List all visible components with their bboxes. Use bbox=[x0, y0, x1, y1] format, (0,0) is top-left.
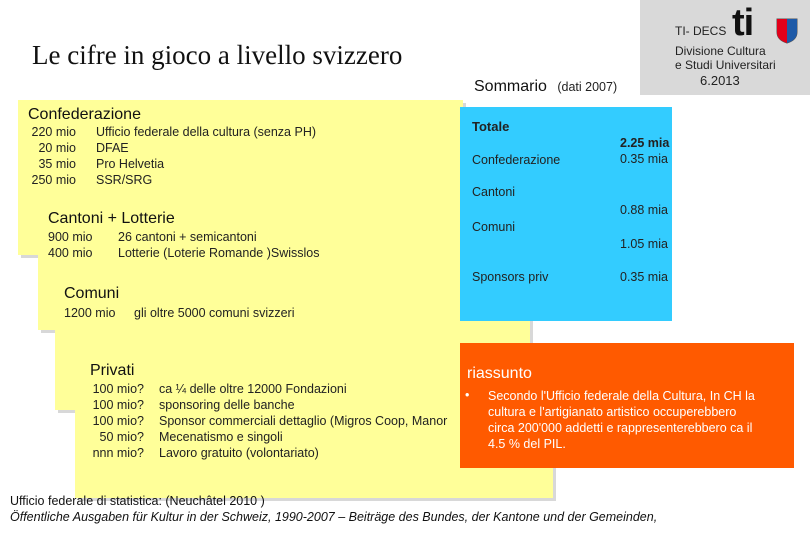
confederazione-heading: Confederazione bbox=[28, 106, 141, 123]
privati-list bbox=[84, 381, 447, 461]
list-item: 400 mio Lotterie (Loterie Romande )Swisslos bbox=[48, 246, 320, 260]
footer-citation: Öffentliche Ausgaben für Kultur in der Schweiz, 1990-2007 – Beiträge des Bundes, der Kantone und der Gemeinden, bbox=[10, 510, 658, 524]
page-title: Le cifre in gioco a livello svizzero bbox=[32, 40, 403, 70]
sommario-label: Sommario bbox=[474, 78, 547, 95]
list-item: 1200 mio gli oltre 5000 comuni svizzeri bbox=[64, 306, 295, 320]
riassunto-bullet: • bbox=[465, 388, 470, 402]
totale-row-value: 0.88 mia bbox=[620, 203, 668, 217]
list-item: 250 mio SSR/SRG bbox=[31, 173, 153, 187]
list-item: 100 mio? Sponsor commerciali dettaglio (Migros Coop, Manor bbox=[92, 414, 448, 428]
canton-logo bbox=[732, 2, 800, 46]
date-label: 6.2013 bbox=[700, 73, 740, 88]
cantoni-list bbox=[48, 229, 319, 261]
shield-icon bbox=[776, 18, 798, 44]
comuni-heading: Comuni bbox=[64, 285, 120, 302]
totale-heading: Totale bbox=[472, 119, 510, 134]
confederazione-list bbox=[20, 124, 316, 188]
footer-source: Ufficio federale di statistica: (Neuchâtel 2010 ) bbox=[10, 494, 265, 508]
totale-row-value: 0.35 mia bbox=[620, 270, 668, 284]
totale-row-label: Confederazione bbox=[472, 153, 561, 167]
sommario-note: (dati 2007) bbox=[557, 80, 618, 94]
totale-row-value: 0.35 mia bbox=[620, 152, 668, 166]
division-label: Divisione Cultura bbox=[675, 44, 766, 58]
list-item: 20 mio DFAE bbox=[38, 141, 129, 155]
totale-row-label: Cantoni bbox=[472, 185, 516, 199]
totale-value: 2.25 mia bbox=[620, 136, 670, 150]
cantoni-heading: Cantoni + Lotterie bbox=[48, 210, 175, 227]
list-item: 900 mio 26 cantoni + semicantoni bbox=[48, 230, 257, 244]
division-label-2: e Studi Universitari bbox=[675, 58, 776, 72]
riassunto-heading: riassunto bbox=[467, 365, 532, 382]
list-item: 100 mio? sponsoring delle banche bbox=[92, 398, 295, 412]
riassunto-text: Secondo l'Ufficio federale della Cultura, In CH la cultura e l'artigianato artistico occuperebbero circa 200'000 addetti e rappresenterebbero ca il 4.5 % del PIL. bbox=[488, 389, 755, 451]
org-label: TI- DECS bbox=[675, 24, 727, 38]
list-item: 50 mio? Mecenatismo e singoli bbox=[99, 430, 283, 444]
list-item: nnn mio? Lavoro gratuito (volontariato) bbox=[92, 446, 319, 460]
list-item: 35 mio Pro Helvetia bbox=[38, 157, 165, 171]
list-item: 100 mio? ca ¼ delle oltre 12000 Fondazioni bbox=[92, 382, 347, 396]
list-item: 220 mio Ufficio federale della cultura (senza PH) bbox=[31, 125, 317, 139]
logo-text: ti bbox=[732, 2, 754, 44]
privati-heading: Privati bbox=[90, 362, 135, 379]
comuni-list bbox=[64, 305, 295, 321]
sommario-header bbox=[474, 78, 617, 96]
totale-row-value: 1.05 mia bbox=[620, 237, 668, 251]
totale-row-label: Sponsors priv bbox=[472, 270, 549, 284]
totale-row-label: Comuni bbox=[472, 220, 516, 234]
